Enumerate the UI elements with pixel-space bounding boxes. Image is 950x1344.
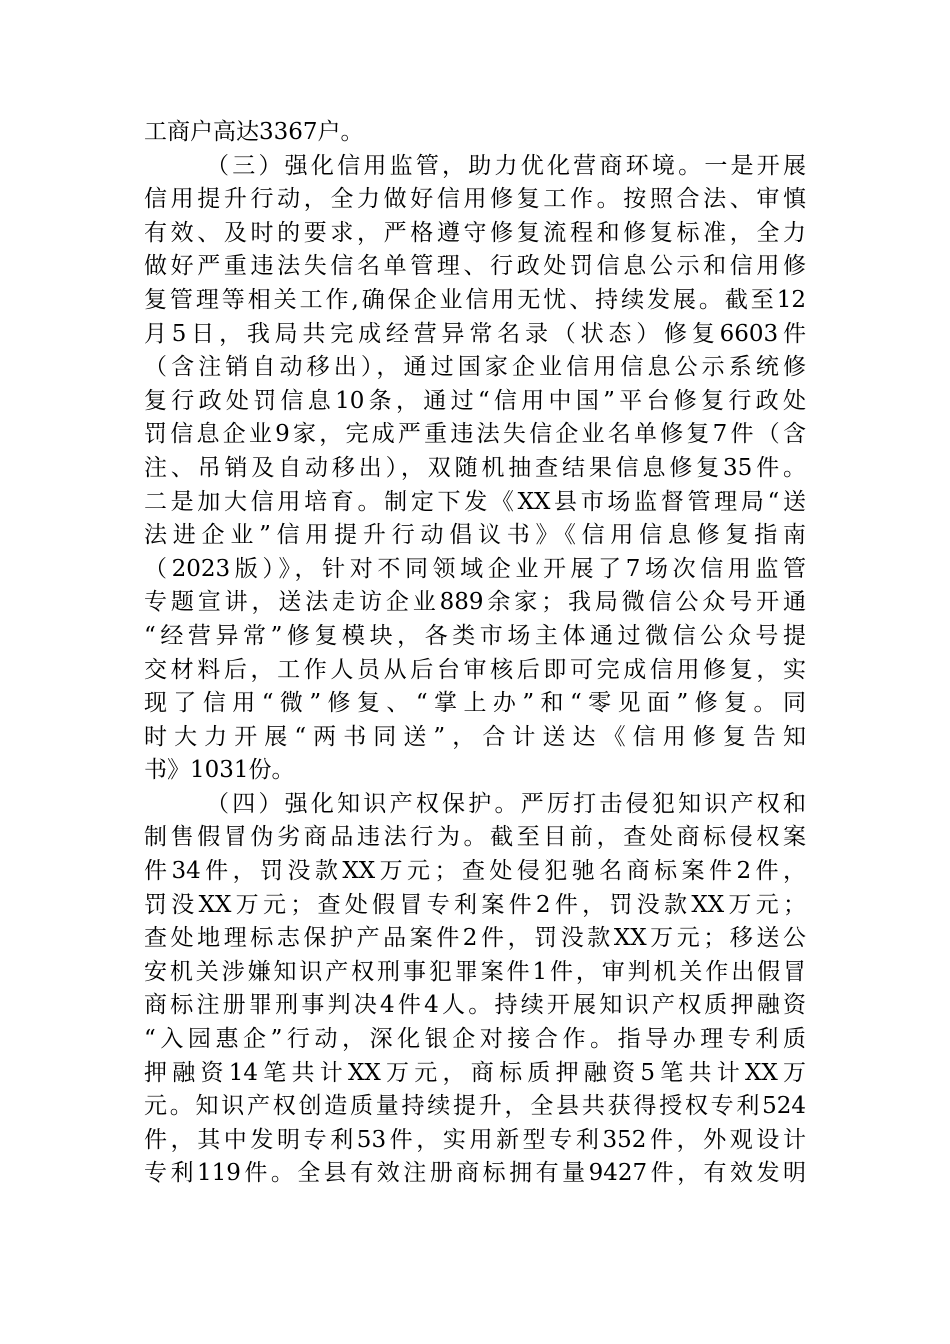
text-line: 书》1031份。 xyxy=(144,757,295,784)
text-line: 工商户高达3367户。 xyxy=(144,119,364,145)
text-line: “入园惠企”行动，深化银企对接合作。指导办理专利质 xyxy=(144,1026,806,1053)
text-line: 押融资14笔共计XX万元，商标质押融资5笔共计XX万 xyxy=(144,1059,806,1086)
text-line: 罚没XX万元；查处假冒专利案件2件，罚没款XX万元； xyxy=(144,891,806,918)
text-line: 时大力开展“两书同送”，合计送达《信用修复告知 xyxy=(144,723,806,750)
section-heading-line: （四）强化知识产权保护。严厉打击侵犯知识产权和 xyxy=(206,790,806,817)
body-text xyxy=(144,116,806,1191)
text-line: 信用提升行动，全力做好信用修复工作。按照合法、审慎 xyxy=(144,186,806,213)
text-line: 复行政处罚信息10条，通过“信用中国”平台修复行政处 xyxy=(144,387,806,414)
text-line: 件，其中发明专利53件，实用新型专利352件，外观设计 xyxy=(144,1126,806,1153)
text-line: 做好严重违法失信名单管理、行政处罚信息公示和信用修 xyxy=(144,253,806,280)
text-line: 查处地理标志保护产品案件2件，罚没款XX万元；移送公 xyxy=(144,925,806,952)
text-line: 安机关涉嫌知识产权刑事犯罪案件1件，审判机关作出假冒 xyxy=(144,958,806,985)
text-line: 有效、及时的要求，严格遵守修复流程和修复标准，全力 xyxy=(144,219,806,246)
section-heading-line: （三）强化信用监管，助力优化营商环境。一是开展 xyxy=(206,152,806,179)
text-line: 交材料后，工作人员从后台审核后即可完成信用修复，实 xyxy=(144,656,806,683)
text-line: 罚信息企业9家，完成严重违法失信企业名单修复7件（含 xyxy=(144,421,806,448)
text-line: “经营异常”修复模块，各类市场主体通过微信公众号提 xyxy=(144,622,806,649)
text-line: 制售假冒伪劣商品违法行为。截至目前，查处商标侵权案 xyxy=(144,824,806,851)
text-line: 法进企业”信用提升行动倡议书》《信用信息修复指南 xyxy=(144,522,806,549)
text-line: 月5日，我局共完成经营异常名录（状态）修复6603件 xyxy=(144,320,806,347)
text-line: 现了信用“微”修复、“掌上办”和“零见面”修复。同 xyxy=(144,690,806,717)
text-line: 商标注册罪刑事判决4件4人。持续开展知识产权质押融资 xyxy=(144,992,806,1019)
text-line: 件34件，罚没款XX万元；查处侵犯驰名商标案件2件， xyxy=(144,858,806,885)
text-line: （含注销自动移出），通过国家企业信用信息公示系统修 xyxy=(144,354,806,381)
text-line: 元。知识产权创造质量持续提升，全县共获得授权专利524 xyxy=(144,1093,806,1120)
text-line: 专题宣讲，送法走访企业889余家；我局微信公众号开通 xyxy=(144,589,806,616)
text-line: 专利119件。全县有效注册商标拥有量9427件，有效发明 xyxy=(144,1160,806,1187)
text-line: 注、吊销及自动移出），双随机抽查结果信息修复35件。 xyxy=(144,454,806,481)
text-line: 二是加大信用培育。制定下发《XX县市场监督管理局“送 xyxy=(144,488,806,515)
text-line: 复管理等相关工作,确保企业信用无忧、持续发展。截至12 xyxy=(144,286,806,313)
text-line: （2023版）》，针对不同领域企业开展了7场次信用监管 xyxy=(144,555,806,582)
